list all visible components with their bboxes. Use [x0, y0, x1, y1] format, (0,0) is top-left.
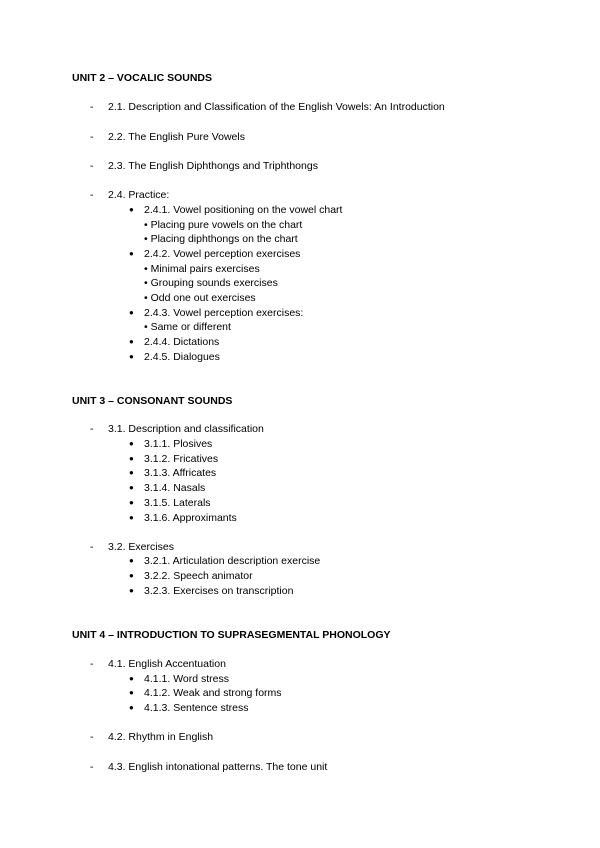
list-item-4-1: - 4.1. English Accentuation: [90, 658, 226, 670]
sub-item-3-1-6: ● 3.1.6. Approximants: [129, 512, 237, 524]
sub-item-3-1-1: ● 3.1.1. Plosives: [129, 438, 213, 450]
sub-item-2-4-4: ● 2.4.4. Dictations: [129, 336, 220, 348]
sub-item-4-1-1: ● 4.1.1. Word stress: [129, 673, 230, 685]
sub-item-3-1-4: ● 3.1.4. Nasals: [129, 482, 206, 494]
sub-item-2-4-5: ● 2.4.5. Dialogues: [129, 351, 220, 363]
sub-item-3-2-3: ● 3.2.3. Exercises on transcription: [129, 585, 294, 597]
unit-3-title: UNIT 3 – CONSONANT SOUNDS: [72, 395, 233, 407]
list-item-4-3: - 4.3. English intonational patterns. The tone unit: [90, 761, 328, 773]
unit-4-title: UNIT 4 – INTRODUCTION TO SUPRASEGMENTAL PHONOLOGY: [72, 629, 391, 641]
sub-item-3-1-5: ● 3.1.5. Laterals: [129, 497, 211, 509]
sub-item-3-2-2: ● 3.2.2. Speech animator: [129, 570, 253, 582]
list-item-3-1: - 3.1. Description and classification: [90, 423, 264, 435]
sub-item-3-1-2: ● 3.1.2. Fricatives: [129, 453, 219, 465]
sub-point: • Same or different: [144, 321, 231, 333]
sub-item-4-1-3: ● 4.1.3. Sentence stress: [129, 702, 249, 714]
list-item-2-3: - 2.3. The English Diphthongs and Triphthongs: [90, 160, 318, 172]
list-item-2-2: - 2.2. The English Pure Vowels: [90, 131, 245, 143]
list-item-2-1: - 2.1. Description and Classification of the English Vowels: An Introduction: [90, 101, 445, 113]
sub-item-2-4-2: ● 2.4.2. Vowel perception exercises: [129, 248, 301, 260]
unit-2-title: UNIT 2 – VOCALIC SOUNDS: [72, 72, 213, 84]
sub-item-3-1-3: ● 3.1.3. Affricates: [129, 467, 217, 479]
sub-item-2-4-3: ● 2.4.3. Vowel perception exercises:: [129, 307, 304, 319]
sub-point: • Placing pure vowels on the chart: [144, 219, 303, 231]
sub-point: • Minimal pairs exercises: [144, 263, 260, 275]
sub-item-4-1-2: ● 4.1.2. Weak and strong forms: [129, 687, 282, 699]
sub-point: • Odd one out exercises: [144, 292, 256, 304]
sub-item-3-2-1: ● 3.2.1. Articulation description exercise: [129, 555, 321, 567]
list-item-2-4: - 2.4. Practice:: [90, 189, 170, 201]
list-item-4-2: - 4.2. Rhythm in English: [90, 731, 214, 743]
sub-point: • Placing diphthongs on the chart: [144, 233, 298, 245]
sub-point: • Grouping sounds exercises: [144, 277, 278, 289]
list-item-3-2: - 3.2. Exercises: [90, 541, 174, 553]
sub-item-2-4-1: ● 2.4.1. Vowel positioning on the vowel chart: [129, 204, 343, 216]
